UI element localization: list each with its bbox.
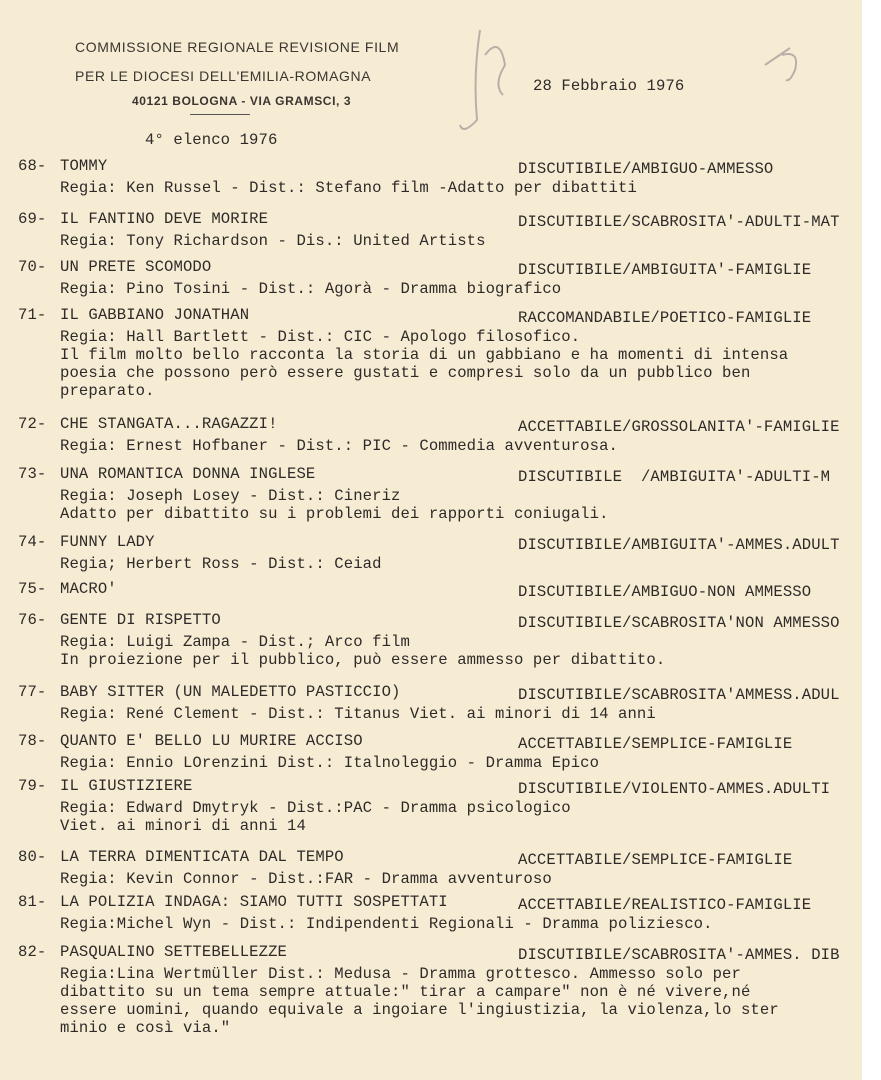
letterhead-line-1: COMMISSIONE REGIONALE REVISIONE FILM [75,39,400,55]
detail-line: Regia: Edward Dmytryk - Dist.:PAC - Dramma psicologico [60,799,571,817]
entry-number: 80- [18,848,47,866]
detail-line: dibattito su un tema sempre attuale:" tirar a campare" non è né vivere,né [60,983,751,1001]
entry-number: 69- [18,210,47,228]
handwritten-mark [760,40,810,85]
detail-line: Regia; Herbert Ross - Dist.: Ceiad [60,555,382,573]
film-rating: DISCUTIBILE/AMBIGUO-AMMESSO [518,160,774,178]
film-rating: DISCUTIBILE/AMBIGUO-NON AMMESSO [518,583,812,601]
detail-line: Regia: Joseph Losey - Dist.: Cineriz [60,487,401,505]
entry-number: 72- [18,415,47,433]
entry-number: 82- [18,943,47,961]
entry-details [60,965,779,1037]
detail-line: Adatto per dibattito su i problemi dei rapporti coniugali. [60,505,609,523]
detail-line: Regia: Ennio LOrenzini Dist.: Italnoleggio - Dramma Epico [60,754,600,772]
film-rating: DISCUTIBILE/AMBIGUITA'-FAMIGLIE [518,261,812,279]
film-rating: RACCOMANDABILE/POETICO-FAMIGLIE [518,309,812,327]
entry-details [60,232,486,250]
entry-number: 75- [18,580,47,598]
film-rating: DISCUTIBILE/SCABROSITA'-AMMES. DIB [518,946,840,964]
detail-line: Regia:Michel Wyn - Dist.: Indipendenti Regionali - Dramma poliziesco. [60,915,713,933]
entry-details [60,870,552,888]
film-title: UN PRETE SCOMODO [60,258,212,276]
film-title: LA TERRA DIMENTICATA DAL TEMPO [60,848,344,866]
entry-details [60,437,618,455]
detail-line: essere uomini, quando equivale a ingoiare l'ingiustizia, la violenza,lo ster [60,1001,779,1019]
detail-line: Regia: René Clement - Dist.: Titanus Viet. ai minori di 14 anni [60,705,656,723]
document-date: 28 Febbraio 1976 [533,77,685,95]
entry-details [60,179,637,197]
entry-details [60,328,788,400]
film-title: LA POLIZIA INDAGA: SIAMO TUTTI SOSPETTATI [60,893,448,911]
film-rating: DISCUTIBILE /AMBIGUITA'-ADULTI-M [518,468,831,486]
entry-number: 68- [18,157,47,175]
entry-number: 79- [18,777,47,795]
detail-line: Il film molto bello racconta la storia di un gabbiano e ha momenti di intensa [60,346,789,364]
letterhead-address: 40121 BOLOGNA - VIA GRAMSCI, 3 [132,94,352,108]
detail-line: Regia: Ken Russel - Dist.: Stefano film -Adatto per dibattiti [60,179,637,197]
film-title: QUANTO E' BELLO LU MURIRE ACCISO [60,732,363,750]
film-title: MACRO' [60,580,117,598]
entry-details [60,915,713,933]
detail-line: minio e così via." [60,1019,231,1037]
film-rating: ACCETTABILE/SEMPLICE-FAMIGLIE [518,735,793,753]
entry-details [60,754,599,772]
film-title: IL GIUSTIZIERE [60,777,193,795]
list-title: 4° elenco 1976 [145,131,278,149]
film-title: IL FANTINO DEVE MORIRE [60,210,269,228]
detail-line: In proiezione per il pubblico, può essere ammesso per dibattito. [60,651,666,669]
film-title: CHE STANGATA...RAGAZZI! [60,415,278,433]
film-rating: DISCUTIBILE/AMBIGUITA'-AMMES.ADULT [518,536,840,554]
detail-line: preparato. [60,382,155,400]
film-rating: DISCUTIBILE/SCABROSITA'NON AMMESSO [518,614,840,632]
entry-number: 78- [18,732,47,750]
detail-line: Regia:Lina Wertmüller Dist.: Medusa - Dramma grottesco. Ammesso solo per [60,965,741,983]
film-title: FUNNY LADY [60,533,155,551]
film-rating: ACCETTABILE/REALISTICO-FAMIGLIE [518,896,812,914]
detail-line: Regia: Kevin Connor - Dist.:FAR - Dramma avventuroso [60,870,552,888]
film-title: BABY SITTER (UN MALEDETTO PASTICCIO) [60,683,401,701]
film-title: GENTE DI RISPETTO [60,611,221,629]
film-title: TOMMY [60,157,108,175]
entry-details [60,633,665,669]
entry-number: 77- [18,683,47,701]
film-rating: DISCUTIBILE/SCABROSITA'AMMESS.ADUL [518,686,840,704]
entry-number: 70- [18,258,47,276]
entry-number: 71- [18,306,47,324]
entry-details [60,705,656,723]
film-title: PASQUALINO SETTEBELLEZZE [60,943,287,961]
detail-line: Regia: Pino Tosini - Dist.: Agorà - Dramma biografico [60,280,562,298]
film-title: UNA ROMANTICA DONNA INGLESE [60,465,316,483]
handwritten-initials [455,25,515,140]
entry-number: 73- [18,465,47,483]
film-rating: DISCUTIBILE/VIOLENTO-AMMES.ADULTI [518,780,831,798]
entry-details [60,487,609,523]
detail-line: Viet. ai minori di anni 14 [60,817,306,835]
film-rating: ACCETTABILE/SEMPLICE-FAMIGLIE [518,851,793,869]
entry-details [60,799,571,835]
detail-line: Regia: Ernest Hofbaner - Dist.: PIC - Commedia avventurosa. [60,437,619,455]
detail-line: poesia che possono però essere gustati e compresi solo da un pubblico ben [60,364,751,382]
detail-line: Regia: Hall Bartlett - Dist.: CIC - Apologo filosofico. [60,328,581,346]
letterhead-rule [190,114,250,115]
entry-number: 76- [18,611,47,629]
letterhead-line-2: PER LE DIOCESI DELL'EMILIA-ROMAGNA [75,68,372,84]
entry-number: 74- [18,533,47,551]
entry-details [60,555,382,573]
film-rating: ACCETTABILE/GROSSOLANITA'-FAMIGLIE [518,418,840,436]
film-title: IL GABBIANO JONATHAN [60,306,250,324]
entry-number: 81- [18,893,47,911]
film-rating: DISCUTIBILE/SCABROSITA'-ADULTI-MAT [518,213,840,231]
detail-line: Regia: Luigi Zampa - Dist.; Arco film [60,633,410,651]
entry-details [60,280,561,298]
detail-line: Regia: Tony Richardson - Dis.: United Artists [60,232,486,250]
